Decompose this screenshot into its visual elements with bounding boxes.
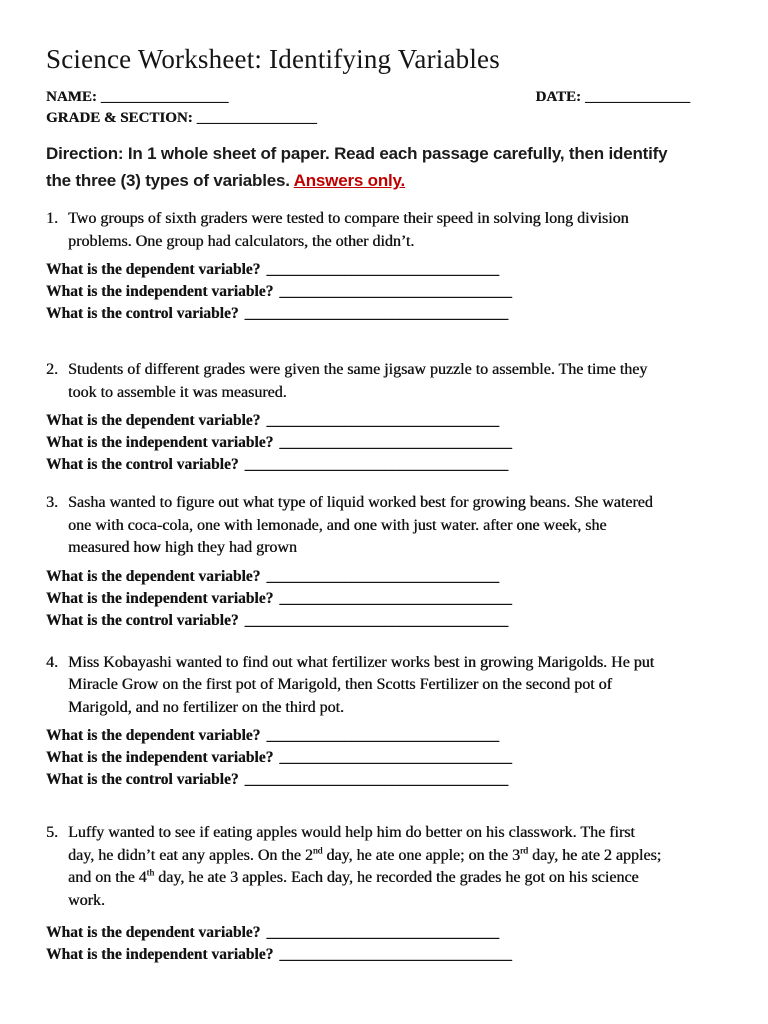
grade-section-blank-line: ________________ bbox=[196, 109, 317, 126]
direction-line-2-text: the three (3) types of variables. bbox=[46, 171, 294, 190]
passage-line: Marigold, and no fertilizer on the third pot. bbox=[68, 698, 344, 716]
answer-blank-line: ______________________________ bbox=[266, 261, 499, 278]
passage-line: Miracle Grow on the first pot of Marigold, then Scotts Fertilizer on the second pot of bbox=[68, 676, 612, 693]
passage-line: and on the 4th day, he ate 3 apples. Each day, he recorded the grades he got on his science bbox=[68, 867, 639, 886]
question-3-prompts bbox=[46, 566, 722, 632]
prompt-control bbox=[46, 303, 722, 325]
question-5 bbox=[46, 822, 722, 966]
answer-blank-line: ______________________________ bbox=[279, 946, 512, 963]
answer-blank-line: ______________________________ bbox=[279, 283, 512, 300]
prompt-label: What is the dependent variable? bbox=[46, 412, 261, 429]
question-4-passage bbox=[46, 652, 722, 720]
answer-blank-line: __________________________________ bbox=[244, 305, 509, 322]
question-1-prompts bbox=[46, 259, 722, 325]
prompt-label: What is the dependent variable? bbox=[46, 567, 261, 585]
grade-section-field bbox=[46, 108, 722, 129]
passage-line: Students of different grades were given the same jigsaw puzzle to assemble. The time they bbox=[68, 361, 648, 378]
prompt-dependent bbox=[46, 566, 722, 588]
name-field bbox=[46, 87, 228, 108]
prompt-dependent bbox=[46, 410, 722, 432]
passage-line: took to assemble it was measured. bbox=[68, 383, 287, 401]
answer-blank-line: ______________________________ bbox=[266, 924, 499, 941]
name-blank-line: _________________ bbox=[100, 89, 229, 105]
passage-line: day, he didn’t eat any apples. On the 2nd day, he ate one apple; on the 3rd day, he ate 2 apples; bbox=[68, 845, 662, 864]
ordinal-superscript: nd bbox=[312, 845, 323, 857]
question-3-number: 3. bbox=[46, 494, 58, 511]
prompt-dependent bbox=[46, 725, 722, 747]
passage-line: one with coca-cola, one with lemonade, and one with just water. after one week, she bbox=[68, 516, 607, 534]
prompt-independent bbox=[46, 747, 722, 769]
direction-line-1: Direction: In 1 whole sheet of paper. Read each passage carefully, then identify bbox=[46, 144, 668, 163]
prompt-label: What is the dependent variable? bbox=[46, 727, 261, 744]
prompt-control bbox=[46, 610, 722, 632]
answer-blank-line: ______________________________ bbox=[279, 749, 512, 766]
prompt-dependent bbox=[46, 922, 722, 944]
date-label: DATE: bbox=[535, 89, 581, 105]
prompt-label: What is the independent variable? bbox=[46, 589, 274, 607]
answer-blank-line: __________________________________ bbox=[244, 771, 509, 788]
question-1 bbox=[46, 208, 722, 325]
page-title: Science Worksheet: Identifying Variables bbox=[46, 44, 500, 74]
answer-blank-line: ______________________________ bbox=[279, 434, 512, 451]
question-2-prompts bbox=[46, 410, 722, 476]
passage-line: work. bbox=[68, 891, 105, 909]
prompt-independent bbox=[46, 944, 722, 966]
question-3 bbox=[46, 492, 722, 632]
answer-blank-line: __________________________________ bbox=[244, 611, 509, 629]
question-5-prompts bbox=[46, 922, 722, 966]
prompt-control bbox=[46, 454, 722, 476]
answers-only-highlight: Answers only. bbox=[293, 171, 406, 190]
prompt-control bbox=[46, 769, 722, 791]
question-4 bbox=[46, 652, 722, 792]
prompt-label: What is the independent variable? bbox=[46, 283, 274, 300]
direction-text bbox=[46, 140, 722, 194]
prompt-independent bbox=[46, 588, 722, 610]
question-2 bbox=[46, 359, 722, 476]
direction-line-2 bbox=[46, 167, 722, 194]
question-4-number: 4. bbox=[46, 653, 58, 671]
passage-line: measured how high they had grown bbox=[68, 539, 297, 556]
passage-line: Two groups of sixth graders were tested to compare their speed in solving long division bbox=[68, 210, 629, 227]
grade-section-label: GRADE & SECTION: bbox=[46, 109, 193, 126]
prompt-label: What is the control variable? bbox=[46, 456, 239, 473]
passage-line: Luffy wanted to see if eating apples would help him do better on his classwork. The first bbox=[68, 824, 635, 841]
question-1-number: 1. bbox=[46, 210, 58, 227]
prompt-label: What is the dependent variable? bbox=[46, 261, 261, 278]
question-2-number: 2. bbox=[46, 361, 58, 378]
prompt-dependent bbox=[46, 259, 722, 281]
prompt-label: What is the dependent variable? bbox=[46, 924, 261, 941]
passage-line: Miss Kobayashi wanted to find out what fertilizer works best in growing Marigolds. He put bbox=[68, 653, 655, 671]
answer-blank-line: ______________________________ bbox=[279, 589, 512, 607]
prompt-label: What is the independent variable? bbox=[46, 749, 274, 766]
question-3-passage bbox=[46, 492, 722, 560]
answer-blank-line: ______________________________ bbox=[266, 727, 499, 744]
question-2-passage bbox=[46, 359, 722, 404]
answer-blank-line: ______________________________ bbox=[266, 567, 499, 585]
prompt-label: What is the independent variable? bbox=[46, 434, 274, 451]
prompt-label: What is the control variable? bbox=[46, 611, 239, 629]
date-blank-line: ______________ bbox=[585, 89, 690, 105]
prompt-label: What is the control variable? bbox=[46, 771, 239, 788]
name-date-row bbox=[46, 87, 722, 108]
name-label: NAME: bbox=[46, 89, 97, 105]
answer-blank-line: ______________________________ bbox=[266, 412, 499, 429]
prompt-label: What is the control variable? bbox=[46, 305, 239, 322]
date-field bbox=[535, 87, 690, 108]
ordinal-superscript: rd bbox=[519, 845, 528, 857]
prompt-label: What is the independent variable? bbox=[46, 946, 274, 963]
questions-list bbox=[46, 208, 722, 966]
answer-blank-line: __________________________________ bbox=[244, 456, 509, 473]
question-5-passage bbox=[46, 822, 722, 912]
prompt-independent bbox=[46, 432, 722, 454]
question-4-prompts bbox=[46, 725, 722, 791]
passage-line: problems. One group had calculators, the other didn’t. bbox=[68, 232, 415, 250]
prompt-independent bbox=[46, 281, 722, 303]
question-5-number: 5. bbox=[46, 824, 58, 841]
ordinal-superscript: th bbox=[146, 867, 155, 879]
question-1-passage bbox=[46, 208, 722, 253]
passage-line: Sasha wanted to figure out what type of liquid worked best for growing beans. She watered bbox=[68, 494, 653, 511]
